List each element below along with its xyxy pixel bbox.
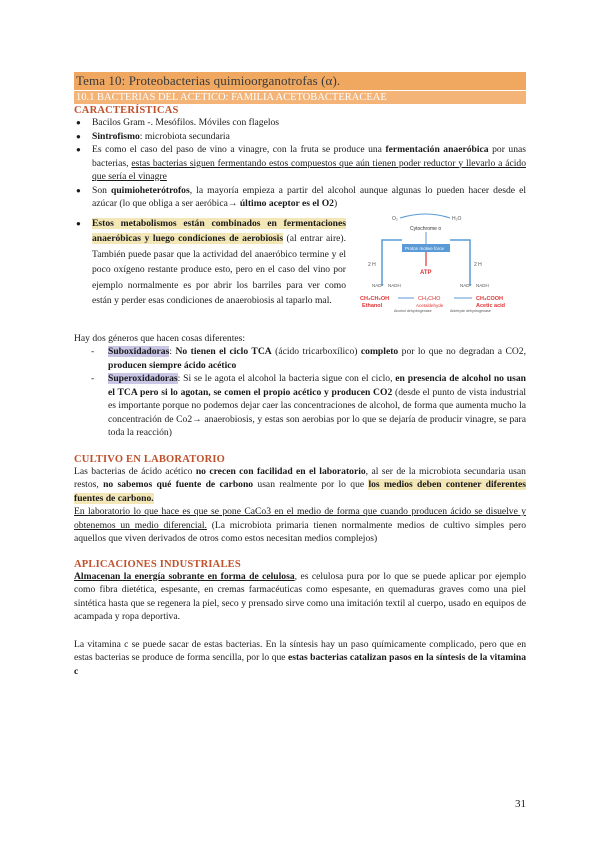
acetic-formula: CH₃COOH [476, 295, 503, 302]
document-page [74, 72, 526, 678]
right-loop [450, 240, 470, 286]
list-item: - Superoxidadoras: Si se le agota el alcohol la bacteria sigue con el ciclo, en presencia de alcohol no usan el TCA pero si lo agotan, se comen el propio acético y producen CO2 (desde el punto de vista industrial es importante porque no podemos dejar caer las concentraciones de alcohol, de forma que aumenta mucho la concentración de Co2→ anaerobiosis, y estas son aerobias por lo que se dejaría de producir vinagre, se para toda la reacción) [91, 372, 526, 440]
list-item: - Suboxidadoras: No tienen el ciclo TCA (ácido tricarboxílico) completo por lo que no degradan a CO2, producen siempre ácido acético [91, 345, 526, 372]
list-item: ● Estos metabolismos están combinados en fermentaciones anaeróbicas y luego condiciones de aerobiosis (al entrar aire). También puede pasar que la actividad del anaeróbico termine y el poco oxígeno restante produce esto, pero en el caso del vino por ejemplo normalmente es por abrir los barriles para ver como están y perder esas condiciones de anaerobiosis al taparlo mal. [74, 216, 346, 310]
heading-cultivo: CULTIVO EN LABORATORIO [74, 453, 226, 465]
acetaldehyde-formula: CH₃CHO [418, 295, 441, 302]
ethanol-formula: CH₃CH₂OH [360, 295, 390, 302]
o2-label: O₂ [392, 215, 398, 222]
cytochrome-label: Cytochrome o [410, 225, 442, 232]
nad-right-1: NAD⁺ [460, 282, 472, 288]
enzyme-1: Alcohol dehydrogenase [394, 308, 432, 313]
acetic-fermentation-diagram [358, 212, 526, 320]
h-right-label: 2 H [474, 261, 482, 268]
list-item: ● Es como el caso del paso de vino a vinagre, con la fruta se produce una fermentación anaeróbica por unas bacterias, estas bacterias siguen fermentando estos compuestos que aún tienen poder reductor y llevarlo a ácido que sería el vinagre [74, 143, 526, 184]
metabolism-list [74, 216, 346, 310]
o2-arrow [400, 214, 450, 218]
h-left-label: 2 H [368, 261, 376, 268]
nad-left-1: NAD⁺ [372, 282, 384, 288]
heading-caracteristicas: CARACTERÍSTICAS [74, 105, 179, 116]
atp-label: ATP [420, 269, 432, 276]
pmf-label: Proton motive force [405, 245, 445, 251]
h2o-label: H₂O [452, 215, 462, 222]
ethanol-label: Ethanol [362, 302, 383, 309]
left-loop [382, 240, 402, 286]
nad-left-2: NADH [388, 282, 401, 288]
list-item: ● Bacilos Gram -. Mesófilos. Móviles con flagelos [74, 116, 526, 130]
generos-list [74, 345, 526, 440]
caracteristicas-list [74, 116, 526, 211]
enzyme-2: Aldehyde dehydrogenase [450, 308, 491, 313]
acetic-label: Acetic acid [476, 302, 506, 309]
aplicaciones-paragraph-1: Almacenan la energía sobrante en forma de celulosa, es celulosa pura por lo que se puede aplicar por ejemplo como fibra dietética, espesante, en cremas farmacéuticas como espesante, en quemaduras graves como una piel sintética hasta que se regenera la piel, seco y prensado sirve como una imitación textil al cuerpo, usado en equipos de acampada y ropa deportiva. [74, 570, 526, 622]
page-number: 31 [515, 798, 526, 810]
section-subtitle: 10.1 BACTERIAS DEL ACETICO: FAMILIA ACETOBACTERACEAE [74, 91, 526, 104]
metabolism-row [74, 216, 526, 320]
generos-intro: Hay dos géneros que hacen cosas diferentes: [74, 332, 246, 344]
cultivo-paragraph-2: En laboratorio lo que hace es que se pone CaCo3 en el medio de forma que cuando producen ácido se disuelve y obtenemos un medio diferencial. (La microbiota primaria tienen normalmente medios de cultivo simples pero aquellos que viven derivados de otros como estos necesitan medios complejos) [74, 506, 527, 544]
nad-right-2: NADH [476, 282, 489, 288]
chapter-title: Tema 10: Proteobacterias quimioorganotrofas (α). [74, 72, 526, 90]
acetaldehyde-label: Acetaldehyde [416, 302, 444, 308]
cultivo-paragraph-1: Las bacterias de ácido acético no crecen con facilidad en el laboratorio, al ser de la microbiota secundaria usan restos, no sabemos qué fuente de carbono usan realmente por lo que los medios deben contener diferentes fuentes de carbono. [74, 465, 527, 504]
heading-aplicaciones: APLICACIONES INDUSTRIALES [74, 558, 241, 570]
aplicaciones-paragraph-2: La vitamina c se puede sacar de estas bacterias. En la síntesis hay un paso químicamente complicado, pero que en estas bacterias se produce de forma sencilla, por lo que estas bacterias catalizan pasos en la síntesis de la vitamina c [74, 638, 526, 677]
list-item: ● Sintrofismo: microbiota secundaria [74, 130, 526, 144]
list-item: ● Son quimioheterótrofos, la mayoría empieza a partir del alcohol aunque algunas lo pueden hacer desde el azúcar (lo que obliga a ser aeróbica→ último aceptor es el O2) [74, 184, 526, 211]
